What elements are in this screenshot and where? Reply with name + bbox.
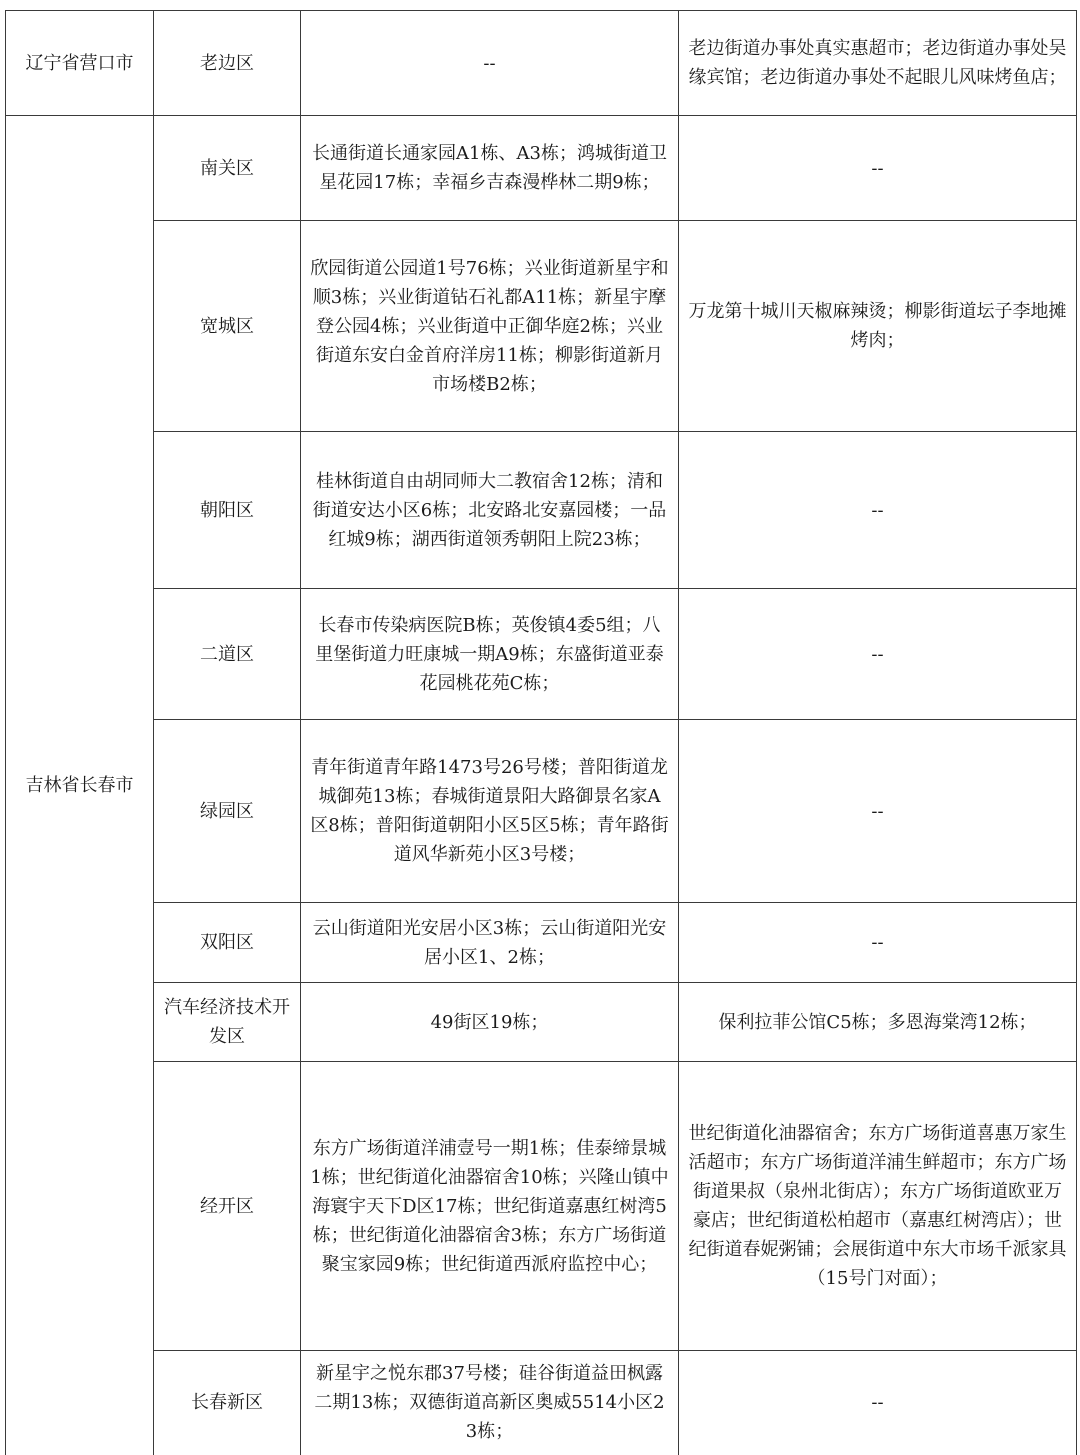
district-cell [154, 589, 301, 720]
city-cell [6, 116, 154, 1455]
venue-text: -- [871, 643, 884, 665]
district-name: 经开区 [200, 1195, 254, 1217]
district-name: 二道区 [200, 643, 254, 665]
venue-text: 世纪街道化油器宿舍；东方广场街道喜惠万家生活超市；东方广场街道洋浦生鲜超市；东方广场街道果叔（泉州北街店）；东方广场街道欧亚万豪店；世纪街道松柏超市（嘉惠红树湾店）；世纪街道春妮粥铺；会展街道中东大市场千派家具（15号门对面）； [688, 1123, 1067, 1289]
table-row [6, 1062, 1077, 1351]
table-row [6, 720, 1077, 903]
district-name: 汽车经济技术开发区 [164, 997, 290, 1047]
district-cell [154, 116, 301, 221]
mid-risk-cell [301, 11, 679, 116]
venue-cell [679, 1351, 1077, 1455]
mid-risk-text: -- [483, 52, 496, 74]
district-name: 朝阳区 [200, 499, 254, 521]
mid-risk-cell [301, 589, 679, 720]
venue-cell [679, 116, 1077, 221]
venue-text: -- [871, 932, 884, 953]
table-row [6, 11, 1077, 116]
table-row [6, 1351, 1077, 1455]
mid-risk-cell [301, 903, 679, 983]
mid-risk-cell [301, 720, 679, 903]
mid-risk-cell [301, 1351, 679, 1455]
district-cell [154, 983, 301, 1062]
district-name: 双阳区 [200, 932, 254, 953]
city-cell [6, 11, 154, 116]
city-name: 吉林省长春市 [25, 774, 134, 796]
mid-risk-cell [301, 432, 679, 589]
district-cell [154, 1062, 301, 1351]
district-name: 老边区 [200, 52, 254, 74]
district-cell [154, 432, 301, 589]
mid-risk-cell [301, 1062, 679, 1351]
venue-text: -- [871, 1392, 884, 1414]
table-row [6, 116, 1077, 221]
mid-risk-text: 云山街道阳光安居小区3栋；云山街道阳光安居小区1、2栋； [312, 917, 667, 968]
mid-risk-text: 东方广场街道洋浦壹号一期1栋；佳泰缔景城1栋；世纪街道化油器宿舍10栋；兴隆山镇中海寰宇天下D区17栋；世纪街道嘉惠红树湾5栋；世纪街道化油器宿舍3栋；东方广场街道聚宝家园9栋；世纪街道西派府监控中心； [310, 1137, 669, 1275]
table-row [6, 221, 1077, 432]
district-name: 南关区 [200, 157, 254, 179]
district-cell [154, 221, 301, 432]
mid-risk-text: 桂林街道自由胡同师大二教宿舍12栋；清和街道安达小区6栋；北安路北安嘉园楼；一品红城9栋；湖西街道领秀朝阳上院23栋； [312, 470, 667, 550]
venue-cell [679, 589, 1077, 720]
district-cell [154, 1351, 301, 1455]
district-name: 宽城区 [200, 315, 254, 337]
venue-text: -- [871, 800, 884, 822]
venue-cell [679, 720, 1077, 903]
venue-cell [679, 903, 1077, 983]
mid-risk-text: 青年街道青年路1473号26号楼；普阳街道龙城御苑13栋；春城街道景阳大路御景名家A区8栋；普阳街道朝阳小区5区5栋；青年路街道风华新苑小区3号楼； [310, 757, 669, 865]
city-name: 辽宁省营口市 [25, 52, 134, 74]
venue-cell [679, 11, 1077, 116]
venue-cell [679, 1062, 1077, 1351]
table-row [6, 432, 1077, 589]
venue-text: 保利拉菲公馆C5栋；多恩海棠湾12栋； [718, 1011, 1037, 1033]
table-row [6, 589, 1077, 720]
region-table [5, 10, 1077, 1455]
venue-cell [679, 221, 1077, 432]
table-row [6, 903, 1077, 983]
district-name: 长春新区 [191, 1392, 263, 1414]
district-cell [154, 11, 301, 116]
mid-risk-text: 欣园街道公园道1号76栋；兴业街道新星宇和顺3栋；兴业街道钻石礼都A11栋；新星宇摩登公园4栋；兴业街道中正御华庭2栋；兴业街道东安白金首府洋房11栋；柳影街道新月市场楼B2栋； [310, 257, 669, 395]
mid-risk-cell [301, 221, 679, 432]
venue-text: 老边街道办事处真实惠超市；老边街道办事处吴缘宾馆；老边街道办事处不起眼儿风味烤鱼店； [688, 38, 1067, 88]
district-cell [154, 720, 301, 903]
mid-risk-text: 长通街道长通家园A1栋、A3栋；鸿城街道卫星花园17栋；幸福乡吉森漫桦林二期9栋； [312, 143, 667, 193]
venue-text: -- [871, 499, 884, 521]
venue-text: 万龙第十城川天椒麻辣烫；柳影街道坛子李地摊烤肉； [688, 301, 1067, 351]
mid-risk-cell [301, 983, 679, 1062]
mid-risk-text: 长春市传染病医院B栋；英俊镇4委5组；八里堡街道力旺康城一期A9栋；东盛街道亚泰花园桃花苑C栋； [315, 614, 664, 694]
mid-risk-text: 新星宇之悦东郡37号楼；硅谷街道益田枫露二期13栋；双德街道高新区奥威5514小区23栋； [314, 1363, 665, 1443]
district-name: 绿园区 [200, 800, 254, 822]
venue-cell [679, 432, 1077, 589]
venue-text: -- [871, 157, 884, 179]
district-cell [154, 903, 301, 983]
mid-risk-text: 49街区19栋； [430, 1011, 549, 1033]
venue-cell [679, 983, 1077, 1062]
table-row [6, 983, 1077, 1062]
mid-risk-cell [301, 116, 679, 221]
